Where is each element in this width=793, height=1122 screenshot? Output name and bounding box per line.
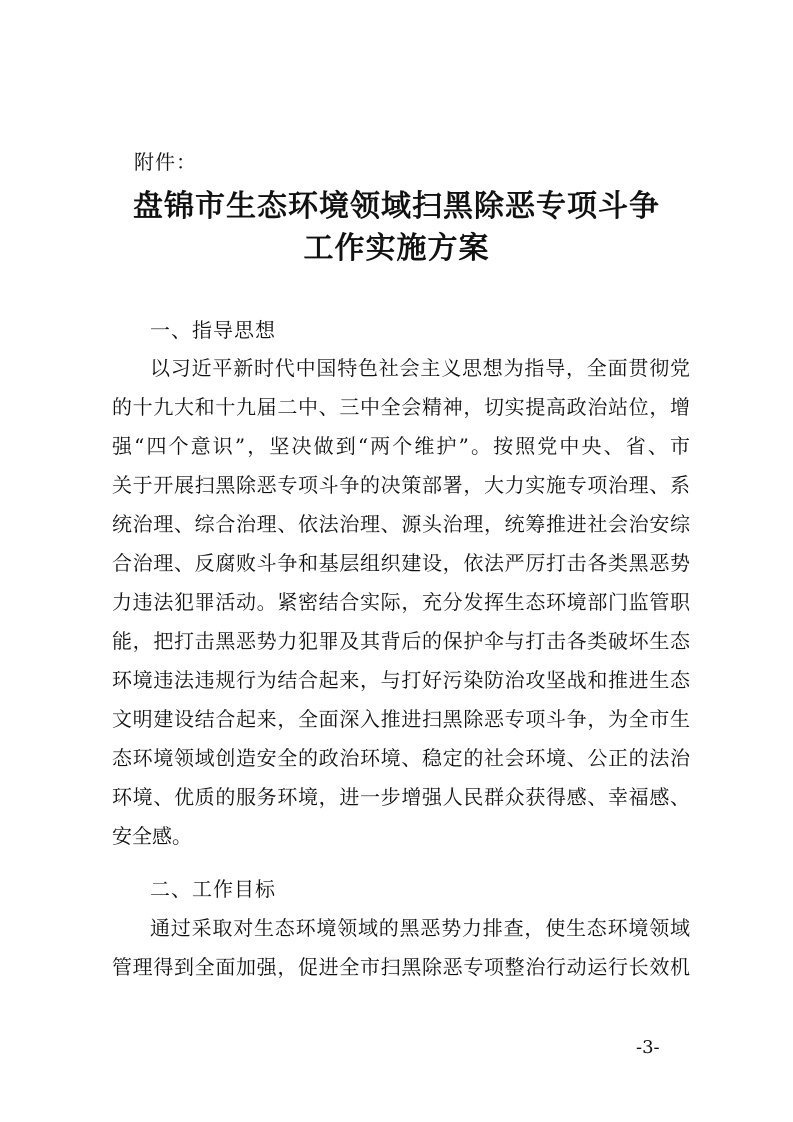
paragraph-line: 环境、优质的服务环境，进一步增强人民群众获得感、幸福感、 [112, 785, 690, 809]
paragraph-line: 的十九大和十九届二中、三中全会精神，切实提高政治站位，增 [112, 395, 690, 419]
paragraph-line: 通过采取对生态环境领域的黑恶势力排查，使生态环境领域 [150, 916, 690, 940]
page-number: -3- [636, 1037, 660, 1058]
paragraph-line: 统治理、综合治理、依法治理、源头治理，统筹推进社会治安综 [112, 512, 690, 536]
paragraph-line: 合治理、反腐败斗争和基层组织建设，依法严厉打击各类黑恶势 [112, 551, 690, 575]
document-title-line-2: 工作实施方案 [303, 231, 490, 266]
paragraph-line: 环境违法违规行为结合起来，与打好污染防治攻坚战和推进生态 [112, 668, 690, 692]
paragraph-line: 文明建设结合起来，全面深入推进扫黑除恶专项斗争，为全市生 [112, 707, 690, 731]
paragraph-line: 以习近平新时代中国特色社会主义思想为指导，全面贯彻党 [150, 356, 690, 380]
attachment-label: 附件： [134, 150, 197, 174]
paragraph-line: 强“四个意识”，坚决做到“两个维护”。按照党中央、省、市 [112, 434, 690, 458]
paragraph-line: 关于开展扫黑除恶专项斗争的决策部署，大力实施专项治理、系 [112, 473, 690, 497]
section-heading-guiding-ideology: 一、指导思想 [150, 318, 276, 342]
paragraph-line: 能，把打击黑恶势力犯罪及其背后的保护伞与打击各类破坏生态 [112, 629, 690, 653]
paragraph-line: 管理得到全面加强，促进全市扫黑除恶专项整治行动运行长效机 [112, 955, 690, 979]
section-heading-work-goals: 二、工作目标 [150, 877, 276, 901]
paragraph-line: 力违法犯罪活动。紧密结合实际，充分发挥生态环境部门监管职 [112, 590, 690, 614]
paragraph-line: 安全感。 [112, 824, 192, 848]
document-title-line-1: 盘锦市生态环境领域扫黑除恶专项斗争 [133, 189, 660, 224]
paragraph-line: 态环境领域创造安全的政治环境、稳定的社会环境、公正的法治 [112, 746, 690, 770]
